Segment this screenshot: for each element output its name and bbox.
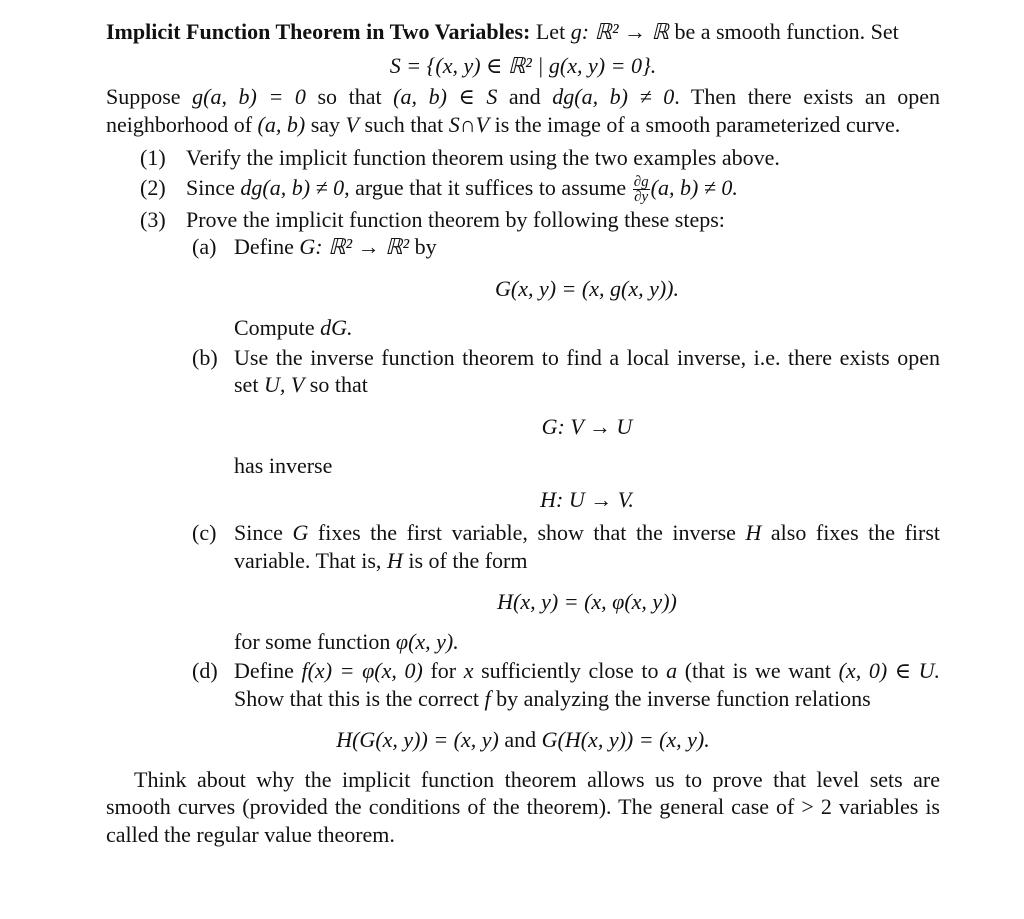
step-b: (b) Use the inverse function theorem to find a local inverse, i.e. there exists open set U, V so that G: V → U has inverse H: U → V. [192, 344, 940, 512]
exercise-item-3: (3) Prove the implicit function theorem by following these steps: (a) Define G: ℝ² → ℝ² by G(x, y) = (x, g(x, y)). Compute dG. (b) Use the inverse function theorem to find a local inverse, i.e. there exists open set U, V so that G: V → U has inverse H: U → V. (c) Since G fixes the first variable, show that the inverse H also fixes the first variable. That is, H is of the form H(x, y) = (x, φ(x, y)) for some function φ(x, y). (d) Define f(x) = φ(x, 0) for x sufficiently close to a (that is we want (x, 0) ∈ U. Show that this is the correct f by analyzing the inverse function relations [140, 206, 941, 711]
set-definition: S = {(x, y) ∈ ℝ² | g(x, y) = 0}. [389, 52, 657, 78]
partial-derivative: $\frac{\partial g}{\partial y}$ [633, 173, 649, 205]
theorem-statement: Implicit Function Theorem in Two Variables: Let g: ℝ² → ℝ be a smooth function. Set [106, 19, 899, 44]
proof-steps [186, 233, 940, 712]
exercise-list [106, 144, 940, 712]
closing-remark: Think about why the implicit function theorem allows us to prove that level sets are smooth curves (provided the conditions of the theorem). The general case of > 2 variables is called the regular value theorem. [106, 766, 940, 847]
theorem-hypothesis: Suppose g(a, b) = 0 so that (a, b) ∈ S and dg(a, b) ≠ 0. Then there exists an open neighborhood of (a, b) say V such that S∩V is the image of a smooth parameterized curve. [106, 84, 941, 137]
theorem-title: Implicit Function Theorem in Two Variables: [106, 19, 531, 44]
document-page [106, 18, 940, 848]
display-inverse-relations: H(G(x, y)) = (x, y) and G(H(x, y)) = (x, y). [336, 727, 710, 753]
display-H-map: H: U → V. [540, 486, 634, 512]
display-H-form: H(x, y) = (x, φ(x, y)) [497, 589, 677, 615]
exercise-item-2: (2) Since dg(a, b) ≠ 0, argue that it suffices to assume $\frac{\partial g}{\partial y}$ (a, b) ≠ 0. [140, 173, 738, 205]
display-G: G(x, y) = (x, g(x, y)). [494, 275, 679, 301]
exercise-item-1: (1) Verify the implicit function theorem using the two examples above. [140, 145, 780, 170]
display-G-map: G: V → U [541, 413, 633, 439]
step-c: (c) Since G fixes the first variable, show that the inverse H also fixes the first variable. That is, H is of the form H(x, y) = (x, φ(x, y)) for some function φ(x, y). [192, 520, 941, 654]
step-a: (a) Define G: ℝ² → ℝ² by G(x, y) = (x, g(x, y)). Compute dG. [234, 233, 940, 342]
map-g: g: ℝ² → ℝ [570, 19, 669, 44]
step-d: (d) Define f(x) = φ(x, 0) for x sufficiently close to a (that is we want (x, 0) ∈ U. Show that this is the correct f by analyzing the inverse function relations [192, 658, 941, 711]
